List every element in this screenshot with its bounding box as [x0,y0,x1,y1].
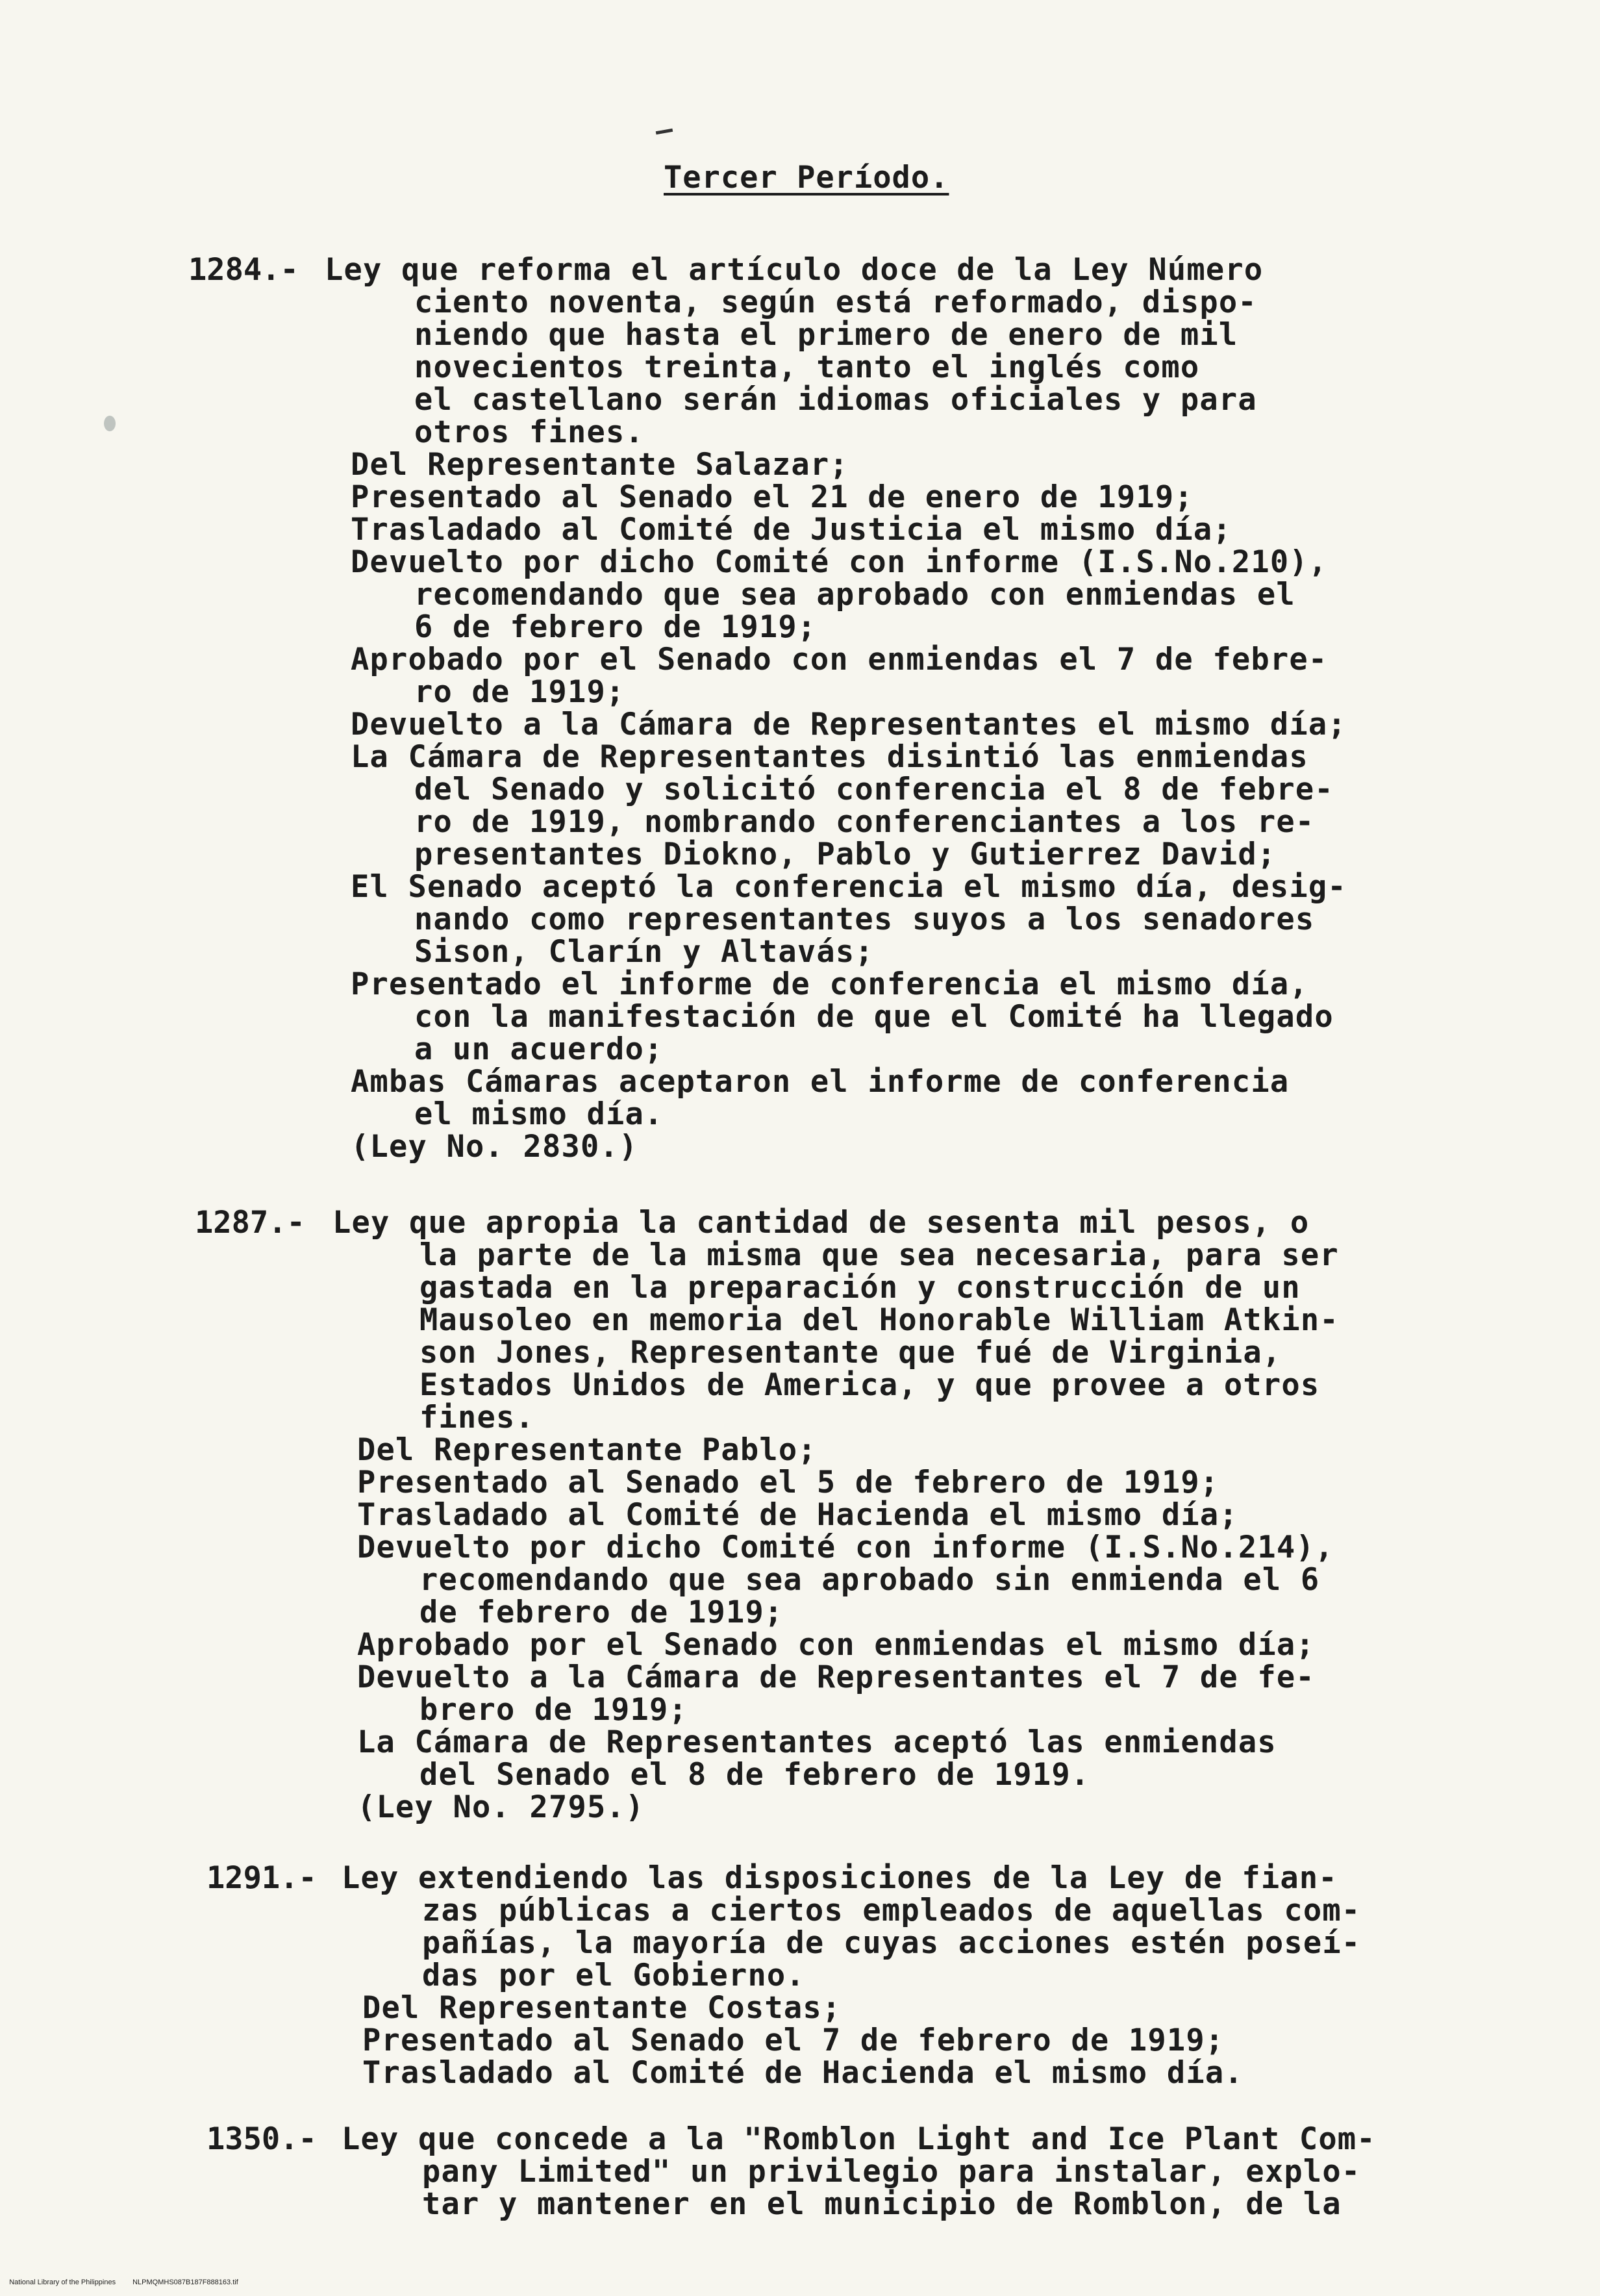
text-line: Del Representante Costas; [362,1990,842,2026]
text-line: ro de 1919, nombrando conferenciantes a los re- [414,804,1315,840]
bill-number: 1284.- [188,252,299,288]
text-line: el mismo día. [414,1096,664,1132]
text-line: a un acuerdo; [414,1031,664,1067]
text-line: fines. [419,1400,534,1435]
text-line: recomendando que sea aprobado sin enmienda el 6 [419,1562,1320,1598]
text-line: Presentado el informe de conferencia el mismo día, [351,966,1308,1002]
bill-title-line: Ley que concede a la "Romblon Light and Ice Plant Com- [342,2121,1376,2157]
text-line: Aprobado por el Senado con enmiendas el 7 de febre- [351,642,1328,677]
text-line: Del Representante Pablo; [357,1432,817,1468]
text-line: 6 de febrero de 1919; [414,609,817,645]
page-title: Tercer Período. [664,160,949,196]
text-line: recomendando que sea aprobado con enmiendas el [414,577,1295,612]
bill-title-line: Ley extendiendo las disposiciones de la Ley de fian- [342,1860,1338,1896]
footer-library: National Library of the Philippines [9,2278,116,2286]
text-line: ciento noventa, según está reformado, dispo- [414,284,1257,320]
text-line: son Jones, Representante que fué de Virginia, [419,1335,1282,1370]
text-line: brero de 1919; [419,1692,688,1728]
text-line: zas públicas a ciertos empleados de aquellas com- [422,1893,1361,1928]
text-line: El Senado aceptó la conferencia el mismo día, desig- [351,869,1347,905]
text-line: presentantes Diokno, Pablo y Gutierrez David; [414,837,1277,872]
text-line: nando como representantes suyos a los senadores [414,902,1315,937]
text-line: das por el Gobierno. [422,1958,805,1993]
scan-footer [1,2269,255,2296]
text-line: Estados Unidos de America, y que provee a otros [419,1367,1320,1403]
text-line: Devuelto por dicho Comité con informe (I.S.No.214), [357,1530,1334,1565]
text-line: el castellano serán idiomas oficiales y para [414,382,1257,418]
text-line: del Senado el 8 de febrero de 1919. [419,1757,1090,1793]
text-line: novecientos treinta, tanto el inglés como [414,349,1200,385]
text-line: niendo que hasta el primero de enero de mil [414,317,1238,353]
text-line: de febrero de 1919; [419,1595,784,1630]
text-line: Trasladado al Comité de Hacienda el mismo día. [362,2055,1244,2091]
text-line: Aprobado por el Senado con enmiendas el mismo día; [357,1627,1315,1663]
text-line: (Ley No. 2830.) [351,1129,638,1165]
text-line: Presentado al Senado el 7 de febrero de 1919; [362,2023,1225,2058]
footer-file-id: NLPMQMHS087B187F888163.tif [132,2278,238,2286]
text-line: tar y mantener en el municipio de Romblon, de la [422,2186,1342,2222]
text-line: la parte de la misma que sea necesaria, para ser [419,1237,1339,1273]
bill-title-line: Ley que reforma el artículo doce de la Ley Número [325,252,1264,288]
bill-number: 1291.- [206,1860,317,1896]
text-line: ro de 1919; [414,674,625,710]
text-line: Trasladado al Comité de Justicia el mismo día; [351,512,1232,548]
text-line: con la manifestación de que el Comité ha llegado [414,999,1334,1035]
text-line: pany Limited" un privilegio para instalar, explo- [422,2154,1361,2189]
text-line: Devuelto a la Cámara de Representantes el mismo día; [351,707,1347,742]
bill-title-line: Ley que apropia la cantidad de sesenta mil pesos, o [332,1205,1310,1241]
text-line: Devuelto por dicho Comité con informe (I.S.No.210), [351,544,1328,580]
text-line: Mausoleo en memoria del Honorable William Atkin- [419,1302,1339,1338]
bill-number: 1287.- [195,1205,305,1241]
text-line: Trasladado al Comité de Hacienda el mismo día; [357,1497,1238,1533]
text-line: (Ley No. 2795.) [357,1789,645,1825]
text-line: Ambas Cámaras aceptaron el informe de conferencia [351,1064,1290,1100]
bill-number: 1350.- [206,2121,317,2157]
text-line: La Cámara de Representantes aceptó las enmiendas [357,1724,1277,1760]
text-line: del Senado y solicitó conferencia el 8 de febre- [414,772,1334,807]
text-line: pañías, la mayoría de cuyas acciones estén poseí- [422,1925,1361,1961]
text-line: otros fines. [414,414,644,450]
text-line: Presentado al Senado el 5 de febrero de 1919; [357,1465,1219,1500]
paper-stain [104,416,116,431]
text-line: Del Representante Salazar; [351,447,849,483]
text-line: Devuelto a la Cámara de Representantes el 7 de fe- [357,1659,1315,1695]
text-line: Sison, Clarín y Altavás; [414,934,874,970]
text-line: Presentado al Senado el 21 de enero de 1919; [351,479,1194,515]
text-line: gastada en la preparación y construcción de un [419,1270,1301,1306]
text-line: La Cámara de Representantes disintió las enmiendas [351,739,1308,775]
pen-mark [656,129,673,134]
